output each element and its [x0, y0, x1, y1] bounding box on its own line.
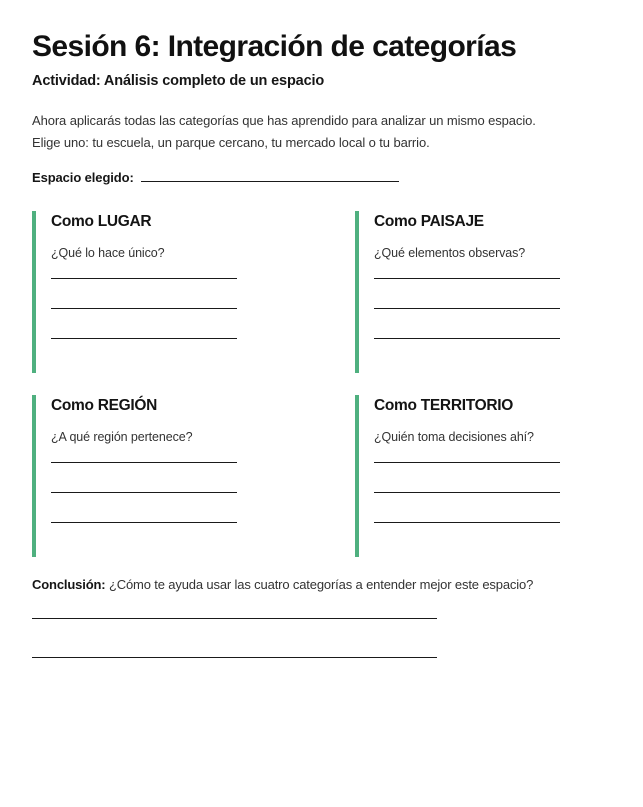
- intro-line-2: Elige uno: tu escuela, un parque cercano, tu mercado local o tu barrio.: [32, 134, 430, 150]
- answer-line[interactable]: [51, 338, 237, 339]
- intro-paragraph: [32, 110, 611, 155]
- chosen-space-input[interactable]: [141, 180, 399, 182]
- answer-line[interactable]: [374, 462, 560, 463]
- conclusion-answer-line[interactable]: [32, 618, 437, 619]
- card-title: Como REGIÓN: [51, 397, 158, 415]
- answer-line[interactable]: [51, 278, 237, 279]
- card-title: Como TERRITORIO: [374, 397, 514, 415]
- category-card-paisaje: [355, 211, 643, 373]
- activity-subtitle: Actividad: Análisis completo de un espacio: [32, 72, 325, 89]
- page-title: Sesión 6: Integración de categorías: [32, 30, 517, 63]
- chosen-space-label: Espacio elegido:: [32, 170, 134, 186]
- conclusion-section: [32, 577, 611, 658]
- answer-line[interactable]: [374, 522, 560, 523]
- answer-line[interactable]: [51, 522, 237, 523]
- answer-line[interactable]: [374, 278, 560, 279]
- category-card-lugar: [32, 211, 337, 373]
- answer-line[interactable]: [374, 338, 560, 339]
- answer-line[interactable]: [374, 492, 560, 493]
- category-card-region: [32, 395, 337, 557]
- conclusion-label: Conclusión:: [32, 577, 106, 593]
- card-question: ¿Quién toma decisiones ahí?: [374, 430, 534, 445]
- answer-line[interactable]: [51, 492, 237, 493]
- conclusion-answer-line[interactable]: [32, 657, 437, 658]
- card-question: ¿A qué región pertenece?: [51, 430, 193, 445]
- category-card-grid: [32, 211, 611, 557]
- conclusion-question: ¿Cómo te ayuda usar las cuatro categorías a entender mejor este espacio?: [108, 577, 534, 593]
- card-answer-lines: [374, 462, 643, 523]
- card-title: Como PAISAJE: [374, 213, 484, 231]
- card-title: Como LUGAR: [51, 213, 152, 231]
- answer-line[interactable]: [374, 308, 560, 309]
- chosen-space-row: [32, 170, 611, 185]
- card-answer-lines: [374, 278, 643, 339]
- card-answer-lines: [51, 462, 337, 523]
- card-answer-lines: [51, 278, 337, 339]
- answer-line[interactable]: [51, 462, 237, 463]
- intro-line-1: Ahora aplicarás todas las categorías que has aprendido para analizar un mismo espacio.: [32, 112, 536, 128]
- category-card-territorio: [355, 395, 643, 557]
- conclusion-prompt: [32, 577, 611, 592]
- card-question: ¿Qué elementos observas?: [374, 246, 526, 261]
- card-question: ¿Qué lo hace único?: [51, 246, 165, 261]
- answer-line[interactable]: [51, 308, 237, 309]
